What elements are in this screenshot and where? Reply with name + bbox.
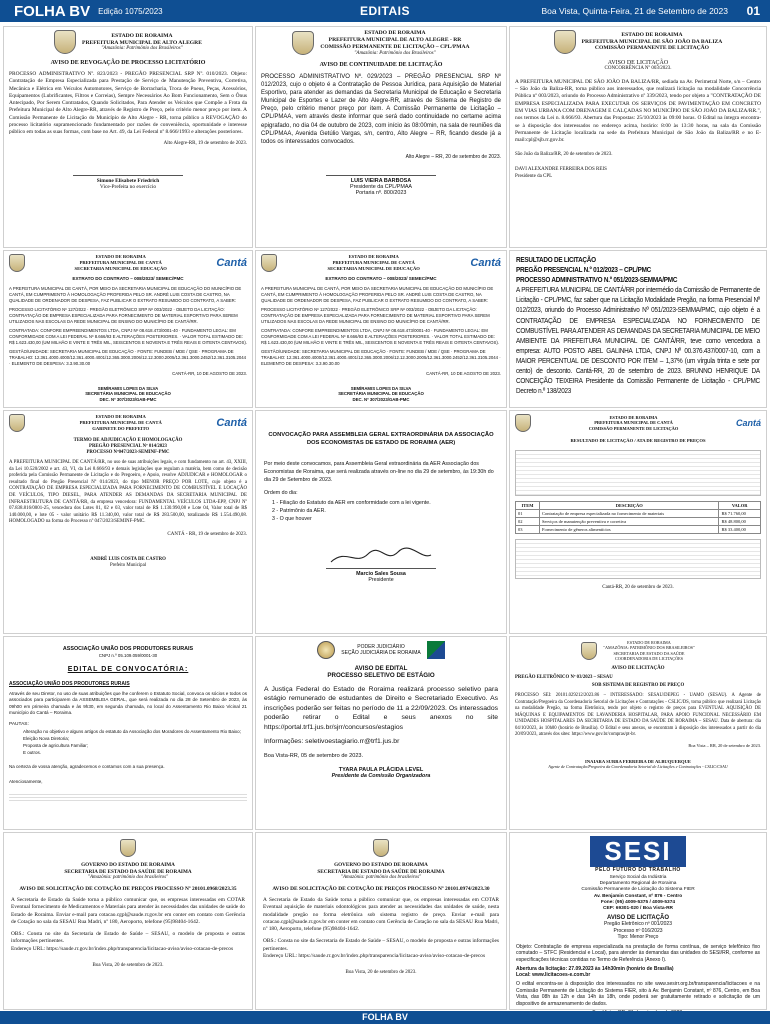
notice-opening: Abertura da licitação: 27.09.2023 às 14h30min (horário de Brasília) — [516, 966, 674, 973]
table-cell: R$ 48.800,00 — [719, 517, 761, 525]
notice-canta-resultado — [509, 250, 767, 408]
notice-body: A PREFEITURA MUNICIPAL DE SÃO JOÃO DA BALIZA/RR, sediada na Av. Perimetral Norte, s/n – Centro – São João da Baliza-RR, torna público aos interessados, que realizará licitação na modalidade Concorrência Pública nº 003/2023, oriundo do Processo Administrativo nº 339/2023, tendo por objeto a "CONTRATAÇÃO DE EMPRESA ESPECIALIZADA PARA EXECUTAR OS SERVIÇOS DE PAVIMENTAÇÃO EM CONCRETO EM VIAS URBANA COM DRENAGEM E CALÇADAS NO MUNICÍPIO DE SÃO JOÃO DA BALIZA/RR.", nos termos da Lei n. 8.666/93. Abertura das Propostas: 25/10/2023 às 09:00 horas. O Edital na íntegra encontra-se à disposição dos interessados no endereço acima, horário: 8:00 às 13:30 horas, na sala da Comissão Permanente de Licitação localizada na sede da Prefeitura Municipal de São João da Baliza/RR e no E-mail:cpl@sjb.rr.gov.br. — [515, 78, 761, 144]
org-line: Fone: (95) 4009-5375 / 4009-5374 — [600, 899, 676, 905]
notice-obs: O edital encontra-se à disposição dos interessados no site www.sesirr.org.br/transparencia/licitacoes e na Comissão Permanente de Licitação do Sistema FIER, sito à Av. Benjamin Constant, nº 876, Centro, em Boa Vista, das 08h às 12h e das 14h às 18h, onde poderá ser gratuitamente retirado e solicitação de um dispositivo de armazenamento de dados. — [516, 981, 760, 1007]
items-table — [515, 501, 761, 534]
sesi-logo-icon: SESI — [590, 836, 685, 867]
signatory-role: Presidente da CPL/PMAA — [349, 183, 413, 190]
signatory-decree: DEC. Nº 307/2023/GAB-PMC — [99, 396, 157, 402]
notice-org-motto: "Amazônia: patrimônio dos brasileiros" — [340, 875, 422, 880]
signatory-role: Presidente — [368, 577, 394, 584]
table-row — [516, 525, 761, 533]
coat-of-arms-icon — [9, 414, 25, 432]
notice-subtitle: PREGÃO ELETRÔNICO Nº 03/2023 – SESAU — [515, 675, 613, 681]
notice-title: EXTRATO DO CONTRATO – 008/2023/ SEMEC/PMC — [325, 276, 437, 281]
notice-title: AVISO DE REVOGAÇÃO DE PROCESSO LICITATÓRIO — [50, 60, 206, 66]
notice-date: Boa Vista, 20 de setembro de 2023. — [92, 963, 164, 969]
notice-org-motto: "Amazônia: patrimônio dos brasileiros" — [87, 875, 169, 880]
scanned-text-block — [515, 450, 761, 496]
notice-date: CANTÁ-RR, 10 DE AGOSTO DE 2023. — [426, 370, 501, 376]
notice-contact: Informações: seletivoestagiario.rr@trf1.jus.br — [264, 737, 400, 745]
notice-date: CANTÁ-RR, 10 DE AGOSTO DE 2023. — [172, 370, 247, 376]
notice-alto-alegre-revogacao — [3, 26, 253, 248]
footer-bar — [0, 1011, 770, 1024]
coat-of-arms-icon — [261, 254, 277, 272]
notice-subtitle: PREGÃO PRESENCIAL N.º 012/2023 – CPL/PMC — [516, 265, 651, 275]
sesi-tagline: PELO FUTURO DO TRABALHO — [595, 867, 681, 873]
signatory-name: TYARA PAULA PLÁCIDA LEVEL — [338, 766, 424, 773]
notice-title: CONVOCAÇÃO PARA ASSEMBLEIA GERAL EXTRAORDINÁRIA DA ASSOCIAÇÃO DOS ECONOMISTAS DE ESTADO DE RORAIMA (AER) — [268, 432, 494, 447]
coat-of-arms-icon — [515, 414, 531, 432]
notice-sesau-cotacao-1 — [3, 832, 253, 1010]
notice-closing: Atenciosamente, — [9, 779, 43, 785]
notice-subtitle: ASSOCIAÇÃO UNIÃO DOS PRODUTORES RURAIS — [9, 680, 130, 687]
notice-date: Boa Vista, 20 de setembro de 2023. — [345, 970, 417, 976]
signature-line — [326, 175, 436, 176]
notice-org-name: PREFEITURA MUNICIPAL DE CANTÁ — [79, 260, 162, 266]
coat-of-arms-icon — [292, 31, 314, 55]
table-header-row — [516, 501, 761, 509]
notice-org-motto: "Amazônia: Patrimônio dos Brasileiros" — [101, 46, 183, 52]
court-logo-icon — [427, 641, 445, 659]
signatory-role: Vice-Prefeita no exercício — [99, 184, 157, 191]
notice-subtitle: PREGÃO PRESENCIAL Nº 014/2023 — [89, 443, 167, 449]
canta-logo-icon: Cantá — [735, 418, 761, 428]
notice-title: AVISO DE CONTINUIDADE DE LICITAÇÃO — [319, 61, 443, 68]
notice-canta-ata — [509, 410, 767, 634]
notice-associacao-produtores — [3, 636, 253, 830]
notice-date: Cantá-RR, 20 de setembro de 2023. — [602, 584, 674, 590]
table-row — [516, 509, 761, 517]
signatory-role: Agente de Contratação/Pregoeira da Coordenadoria Setorial de Licitações e Contratações - CSLIC/CSAU — [548, 764, 728, 770]
notice-subtitle: Pregão Eletrônico nº 001/2023 — [604, 921, 672, 928]
notice-org-name: SECRETARIA DE ESTADO DA SAÚDE DE RORAIMA — [64, 868, 192, 875]
signatory-name: LUIS VIEIRA BARBOSA — [350, 177, 412, 184]
notice-title: AVISO DE LICITAÇÃO — [611, 666, 665, 671]
notice-org-section: SEÇÃO JUDICIÁRIA DE RORAIMA — [341, 650, 421, 656]
notice-org-secretariat: SECRETARIA MUNICIPAL DE EDUCAÇÃO — [74, 265, 167, 271]
coat-of-arms-icon — [554, 30, 576, 54]
signatory-name: DAVI ALEXANDRE FERREIRA DOS REIS — [515, 167, 607, 173]
notice-date: Alto Alegre – RR, 20 de setembro de 2023. — [405, 153, 501, 160]
signatory-ordinance: Portaria nº. 800/2023 — [355, 189, 407, 196]
signatory-role: SECRETÁRIA MUNICIPAL DE EDUCAÇÃO — [338, 391, 424, 397]
signatory-decree: DEC. Nº 307/2023/GAB-PMC — [352, 396, 410, 402]
notice-date: Boa Vista-RR, 05 de setembro de 2023. — [264, 752, 364, 759]
notice-obs: OBS.: Consta no site da Secretaria de Estado de Saúde – SESAU, o modelo de proposta e outras informações pertinentes. — [263, 938, 499, 952]
notice-body: Por meio deste convocamos, para Assembleia Geral extraordinária da AER Associação dos Economistas de Roraima, que será realizada através on-line no dia 29 de setembro, às 19:30h do dia 29 de Setembro de 2023. — [264, 461, 494, 483]
signatory-role: Presidente da CPL — [515, 173, 553, 179]
notice-canta-adjudicacao — [3, 410, 253, 634]
notice-note: Na certeza de vossa atenção, agradecemos e contamos com a sua presença. — [9, 764, 165, 770]
notice-identifiers — [516, 921, 760, 941]
newspaper-brand: FOLHA BV — [14, 2, 91, 20]
org-line: Av. Benjamin Constant, nº 876 - Centro — [593, 893, 683, 899]
table-cell: R$ 33.400,00 — [719, 525, 761, 533]
notice-title: AVISO DE SOLICITAÇÃO DE COTAÇÃO DE PREÇOS PROCESSO Nº 20101.0968/2023.35 — [19, 886, 237, 892]
notice-edital-label: EDITAL DE CONVOCATÓRIA: — [67, 665, 189, 673]
org-line: Departamento Regional de Roraima — [599, 881, 677, 887]
notice-title: AVISO DE SOLICITAÇÃO DE COTAÇÃO DE PREÇOS PROCESSO Nº 20101.0974/2023.30 — [272, 886, 490, 892]
notice-url: Endereço URL: https://saude.rr.gov.br/index.php/transparencia/licitacao-aviso/aviso-cotacao-de-precos — [263, 953, 486, 960]
notice-canta-extrato-2 — [255, 250, 507, 408]
signatory-name: SEMÍRAMIS LOPES DA SILVA — [350, 385, 412, 391]
notice-title: AVISO DE EDITAL — [354, 665, 408, 672]
notice-date: Alto Alegre-RR, 19 de setembro de 2023. — [163, 140, 247, 146]
notice-org-state: ESTADO DE RORAIMA — [111, 32, 173, 39]
notice-org-state: ESTADO DE RORAIMA — [95, 414, 146, 420]
notice-paragraph: CONTRATADA: CONFORE EMPREENDIMENTOS LTDA, CNPJ Nº 08.618.473/0001-40 · FUNDAMENTO LEGAL: EM CONFORMIDADE COM A LEI FEDERAL Nº 8.666/93 E ALTERAÇÕES POSTERIORES. · VALOR TOTAL ESTIMADO DE: R$ 1.623.430,00 (UM MILHÃO E VINTE E TRÊS MIL, SEISCENTOS E NOVENTA E TRÊS REAIS E OITENTA CENTAVOS). — [261, 327, 499, 345]
notice-url: Endereço URL: https://saude.rr.gov.br/index.php/transparencia/licitacao-aviso/aviso-cotacao-de-precos — [11, 945, 234, 952]
notice-paragraph: CONTRATADA: CONFORE EMPREENDIMENTOS LTDA, CNPJ Nº 08.618.473/0001-40 · FUNDAMENTO LEGAL: EM CONFORMIDADE COM A LEI FEDERAL Nº 8.666/93 E ALTERAÇÕES POSTERIORES. · VALOR TOTAL ESTIMADO DE: R$ 1.623.430,00 (UM MILHÃO E VINTE E TRÊS MIL, SEISCENTOS E NOVENTA E TRÊS REAIS E OITENTA CENTAVOS). — [9, 327, 247, 345]
signatory-name: INAIARA SURRA FERREIRA DE ALBUQUERQUE — [585, 758, 691, 764]
notice-subtitle: PROCESSO SELETIVO DE ESTÁGIO — [327, 672, 435, 679]
notice-process: Processo nº 016/2023 — [613, 927, 663, 934]
notice-alto-alegre-continuidade — [255, 26, 507, 248]
notice-paragraph: PROCESSO LICITATÓRIO Nº 127/2022 · PREGÃO ELETRÔNICO SRP Nº 003/2022 · OBJETO DA LICITAÇÃO: CONTRATAÇÃO DE EMPRESA ESPECIALIZADA PARA FORNECIMENTO DE MATERIAL ESPORTIVO PARA SEREM UTILIZADOS NAS ESCOLAS DA REDE MUNICIPAL DE ENSINO DO MUNICÍPIO DE CANTÁ/RR. — [9, 306, 238, 324]
notice-org-state: GOVERNO DO ESTADO DE RORAIMA — [81, 862, 175, 868]
notice-body — [9, 286, 247, 367]
notice-sesi — [509, 832, 767, 1010]
notice-body: PROCESSO ADMINISTRATIVO Nº. 823/2023 - PREGÃO PRESENCIAL SRP Nº. 010/2023. Objeto: Contratação de Empresa Especializada para Prestação de Serviço de Manutenção Preventiva, Corretiva, Mecânica e Elétrica em Veículos Automotores, Serviço de Borracharia, Troca de Pneus, Peças, Acessórios, Equipamentos (Lubrificantes, Filtros e Correias), Sempre Necessários Ao Bom Funcionamento, Sem o Ônus Antecipado, Por Serem Contratados, Quando Solicitados, Para Atender os Veículos que Compõe a Frota da Prefeitura Municipal de Alto Alegre-RR, através de Registro de Preço, pelo critério menor preço por item. A Comissão Permanente de Licitação do Município de Alto Alegre - RR, torna público a REVOGAÇÃO do processo licitatório supramencionado fundamentado por razões de conveniência, oportunidade e interesse público em todas as suas formas, com base no Art. 49, da Lei Federal nº 8.666/1993 e alterações posteriores. — [9, 71, 247, 136]
table-header: ITEM — [516, 501, 540, 509]
table-cell: R$ 71.760,00 — [719, 509, 761, 517]
notice-title: ASSOCIAÇÃO UNIÃO DOS PRODUTORES RURAIS — [62, 646, 194, 652]
agenda-item: Eleição Nova Diretoria; — [23, 736, 70, 742]
notice-sao-joao-baliza — [509, 26, 767, 248]
notice-org-name: SECRETARIA DE ESTADO DA SAÚDE — [613, 650, 685, 656]
notice-body: A Justiça Federal do Estado de Roraima realizará processo seletivo para estágio remunerado de estudantes de Direito e Secretariado Executivo. As inscrições poderão ser feitas no período de 11 a 22/09/2023. Os interessados poderão retirar o Edital e seus anexos no site https://portal.trf1.jus.br/sjrr/concursos/estagios — [264, 686, 498, 731]
notice-paragraph: A PREFEITURA MUNICIPAL DE CANTÁ, POR MEIO DA SECRETARIA MUNICIPAL DE EDUCAÇÃO DO MUNICÍPIO DE CANTÁ, EM CUMPRIMENTO À HOMOLOGAÇÃO PROFERIDA PELO SR. ANDRÉ LUIS COSTA DE CASTRO, NA QUALIDADE DE ORDENADOR DE DESPESA, FAZ PUBLICAR O EXTRATO RESUMIDO DO CONTRATO, A SABER: — [9, 285, 242, 303]
notice-org-state: ESTADO DE RORAIMA — [348, 254, 399, 260]
issue-date: Boa Vista, Quinta-Feira, 21 de Setembro de 2023 — [541, 6, 728, 16]
section-title: EDITAIS — [360, 4, 410, 18]
notice-title: AVISO DE LICITAÇÃO — [607, 60, 669, 66]
agenda-label: Ordem do dia: — [264, 490, 298, 497]
org-line: Serviço Social da Indústria — [609, 875, 667, 880]
notice-org-commission: COMISSÃO PERMANENTE DE LICITAÇÃO — [594, 45, 710, 52]
footer-brand: FOLHA BV — [362, 1012, 408, 1022]
notice-type: Tipo: Menor Preço — [617, 934, 659, 941]
edition-label: Edição 1075/2023 — [98, 6, 163, 16]
notice-org-state: ESTADO DE RORAIMA — [621, 31, 683, 38]
notice-org-commission: COMISSÃO PERMANENTE DE LICITAÇÃO – CPL/PMAA — [320, 43, 470, 50]
notice-body: A Secretaria de Estado da Saúde torna a público comunicar que, os empresas interessadas em COTAR Eventual aquisição de materiais odontológicos para atender as necessidades das unidades de saúde, nesta modalidade pregão no forma eletrônica sob sistema registro de preço. Enviar e-mail para cotacao.cgpl@saude.rr.gov.br em conter em contato com Gerência de Cotação no sala da SESAU Rua Madri, nº 180, Aeroporto, telefone (95)98404-1642. — [263, 897, 499, 933]
justice-seal-icon — [317, 641, 335, 659]
notice-body: Através de seu Diretor, no uso de suas atribuições que lhe conferem o Estatuto Social, convoca os sócios e todos os associados para participarem da ASSEMBLEIA GERAL, que será realizada no dia 28 de Setembro de 2023, às 09h00 em primeira chamada e às 9h30, em segunda chamada, no local do Assentamento Rio Baixo Vicinal 21 município do Cantá – Roraima. — [9, 690, 247, 716]
agenda-label: PAUTAS: — [9, 722, 29, 728]
agenda-item: Alteração no objetivo e alguns artigos do estatuto da Associação dos Moradores do Assentamento Rio Baixo; — [23, 729, 241, 735]
notice-date: Boa Vista – RR, 20 de setembro de 2023. — [688, 742, 761, 748]
signatory-role: Prefeito Municipal — [109, 562, 147, 568]
agenda-item: Proposta de agricultura Familiar; — [23, 742, 89, 748]
agenda-list — [23, 729, 247, 756]
coat-of-arms-icon — [54, 30, 76, 54]
notice-body: A Secretaria de Estado da Saúde torna a público comunicar que, os empresas interessadas em COTAR Eventual fornecimento de Medicamentos e Materiais para atender às necessidades das unidades de saúde do Estado de Roraima. Enviar e-mail para cotacao.cgpl@saude.rr.gov.br em conter em contato com Gerência de Cotação no sala da SESAU Rua Madri, nº 180, Aeroporto, telefone (95)98404-1642. — [11, 897, 245, 925]
notice-title: TERMO DE ADJUDICAÇÃO E HOMOLOGAÇÃO — [73, 438, 183, 443]
notice-body: A PREFEITURA MUNICIPAL DE CANTÁ/RR, no uso de suas atribuições legais, e com fundamento no art. 43, XXIII, da Lei 10.520/2002 e art. 43, VI, da Lei 8.666/93 e demais legislações que regulam a matéria, bem como de decisão proferida pela Comissão Permanente de Licitação e do Pregoeiro, e Apoio, resolve ADJUDICAR e HOMOLOGAR o resultado final do Pregão Presencial Nº 014/2023, do tipo MENOR PREÇO POR LOTE, cujo objeto é a CONTRATAÇÃO DE EMPRESA ESPECIALIZADA PARA FORNECIMENTO DE COMBUSTÍVEL E LOCAÇÃO DE VEÍCULOS, TIPO DIESEL, PARA ATENDER AS DEMANDAS DA SECRETARIA MUNICIPAL DE INFRAESTRUTURA DE CANTÁ/RR, da empresa vencedora: FUNDAMENTAL VEÍCULOS LTDA-EPP, CNPJ Nº 07.838.816/0001-25, vencedora dos Lotes 01, 02 e 03, valor total de R$ 1.130.990,08 e Lote 04, Valor total de R$ 140.000,00, e lote 05 - valor unitário R$ 11.340,00, valor total de R$ 283.500,00, totalizando R$ 1.554.490,08. HOMOLOGADO na forma do Processo nº 047/2023/SEMINF-PMC. — [9, 459, 247, 525]
signature-line — [326, 568, 436, 569]
notice-title: RESULTADO DE LICITAÇÃO — [516, 255, 596, 264]
signatory-name: ANDRÉ LUIS COSTA DE CASTRO — [90, 556, 166, 562]
signatory-role: SECRETÁRIA MUNICIPAL DE EDUCAÇÃO — [85, 391, 171, 397]
table-header: DESCRIÇÃO — [540, 501, 719, 509]
notice-org-department: COORDENADORIA DE LICITAÇÕES — [614, 655, 684, 661]
coat-of-arms-icon — [11, 839, 245, 862]
notice-title: AVISO DE LICITAÇÃO — [606, 915, 670, 922]
notice-org-name: PREFEITURA MUNICIPAL DE CANTÁ — [594, 420, 673, 426]
header-bar — [0, 0, 770, 22]
table-header: VALOR — [719, 501, 761, 509]
agenda-item: 1 - Filiação do Estatuto da AER em conformidade com a lei vigente. — [272, 500, 431, 507]
coat-of-arms-icon — [263, 839, 499, 862]
notice-sesau-cotacao-2 — [255, 832, 507, 1010]
agenda-item: E outros. — [23, 749, 42, 755]
table-cell: Contratação de empresa especializada no fornecimento de materiais — [540, 509, 719, 517]
table-cell: Serviços de manutenção preventiva e corretiva — [540, 517, 719, 525]
agenda-item: 3 - O que houver — [272, 516, 312, 523]
notice-body — [261, 286, 501, 367]
notice-org-name: PREFEITURA MUNICIPAL DE ALTO ALEGRE - RR — [328, 36, 462, 43]
notice-cnpj: CNPJ n.º 05.109.059/0001-30 — [98, 652, 158, 658]
canta-logo-icon: Cantá — [216, 417, 247, 429]
table-cell: Fornecimento de gêneros alimentícios — [540, 525, 719, 533]
table-cell: 01 — [516, 509, 540, 517]
notice-canta-extrato-1 — [3, 250, 253, 408]
table-cell: 02 — [516, 517, 540, 525]
signatory-name: Simone Elisabete Friedrich — [96, 178, 160, 185]
page-number: 01 — [746, 4, 760, 18]
notice-paragraph: GESTÃO/UNIDADE: SECRETARIA MUNICIPAL DE EDUCAÇÃO · FONTE: FUNDEB / MDE / QSE · PROGRAMA DE TRABALHO: 12.361.4000.4000/12.361.4000.4001/12.365.3000.2006/12.12.3000.2005/12.361.3000.2452/12.361.3105.2044 · ELEMENTO DE DESPESA: 3.3.90.30.00 — [9, 348, 247, 366]
notice-date: São João da Baliza/RR, 20 de setembro de 2023. — [515, 152, 613, 158]
notice-title: EXTRATO DO CONTRATO – 008/2023/ SEMEC/PMC — [72, 276, 184, 281]
notice-paragraph: PROCESSO LICITATÓRIO Nº 127/2022 · PREGÃO ELETRÔNICO SRP Nº 003/2022 · OBJETO DA LICITAÇÃO: CONTRATAÇÃO DE EMPRESA ESPECIALIZADA PARA FORNECIMENTO DE MATERIAL ESPORTIVO PARA SEREM UTILIZADOS NAS ESCOLAS DA REDE MUNICIPAL DE ENSINO DO MUNICÍPIO DE CANTÁ/RR. — [261, 306, 490, 324]
notice-org-secretariat: SECRETARIA MUNICIPAL DE EDUCAÇÃO — [327, 265, 420, 271]
notice-justica-federal — [255, 636, 507, 830]
sesi-org-block — [516, 875, 760, 912]
notice-org-name: PODER JUDICIÁRIO — [357, 644, 405, 650]
notice-org-motto: "Amazônia: Patrimônio dos Brasileiros" — [354, 50, 436, 56]
notice-body-condensed — [516, 255, 760, 396]
scanned-footer-block — [9, 792, 247, 802]
notice-paragraph: GESTÃO/UNIDADE: SECRETARIA MUNICIPAL DE EDUCAÇÃO · FONTE: FUNDEB / MDE / QSE · PROGRAMA DE TRABALHO: 12.361.4000.4000/12.361.4000.4001/12.365.3000.2006/12.12.3000.2005/12.361.3000.2452/12.361.3105.2044 · ELEMENTO DE DESPESA: 3.3.90.30.00 — [261, 348, 501, 366]
canta-logo-icon: Cantá — [470, 257, 501, 269]
notice-location: Local: www.licitacoes-e.com.br — [516, 972, 591, 979]
notice-org-name: PREFEITURA MUNICIPAL DE SÃO JOÃO DA BALIZA — [581, 38, 723, 45]
notice-body: Objeto: Contratação de empresa especializada na prestação de forma contínua, de serviço telefônico fixo comutado – STFC (Residencial e Local), para atender às demandas das unidades do SESI/RR, conforme as especificações técnicas contidas no Termo de Referência (Anexo I). — [516, 943, 760, 963]
notice-org-name: PREFEITURA MUNICIPAL DE ALTO ALEGRE — [82, 39, 202, 46]
notice-date: CANTÁ - RR, 19 de setembro de 2023. — [167, 532, 247, 538]
notice-sesau-pregao — [509, 636, 767, 830]
org-line: Comissão Permanente de Licitação do Sistema FIER — [581, 887, 695, 893]
notice-org-name: PREFEITURA MUNICIPAL DE CANTÁ — [79, 420, 162, 426]
canta-logo-icon: Cantá — [216, 257, 247, 269]
notice-aer-convocacao — [255, 410, 507, 634]
notice-title: RESULTADO DE LICITAÇÃO / ATA DE REGISTRO DE PREÇOS — [570, 438, 706, 443]
notice-subtitle: CONCORRÊNCIA Nº 003/2023. — [604, 66, 672, 71]
table-cell: 03 — [516, 525, 540, 533]
notice-body: PROCESSO SEI: 20101.029212/2023.86 – INTERESSADO: SESAU/DEPEG - UAMO (SESAU). A Agente de Contratação/Pregoeira da Coordenadoria Setorial de Licitações e Contratações - CSLIC/DS, torna público que realizará Licitação na modalidade Pregão, na forma Eletrônica, tendo por objeto o registro de preços para EVENTUAL AQUISIÇÃO DE MÁQUINAS E EQUIPAMENTOS DE LAVANDERIA HOSPITALAR, PARA APOIO FUNCIONAL NECESSÁRIO EM UNIDADES HOSPITALARES DA SECRETARIA DE ESTADO DA SAÚDE DE RORAIMA – SESAU. Data de abertura: dia 04/10/2023, às 10h00 (horário de Brasília). O Edital e seus anexos, se encontram à disposição dos interessados a partir do dia 20/09/2023, através dos sites: https://www.gov.br/compras/pt-br. — [515, 693, 761, 738]
notice-org-state: ESTADO DE RORAIMA — [609, 414, 658, 420]
notice-org-cabinet: GABINETE DO PREFEITO — [92, 425, 150, 431]
notice-modality: SOB SISTEMA DE REGISTRO DE PREÇO — [591, 683, 685, 689]
notice-process: PROCESSO Nº047/2023-SEMINF-PMC — [86, 449, 170, 455]
notice-org-name: PREFEITURA MUNICIPAL DE CANTÁ — [332, 260, 415, 266]
org-line: CEP: 69301-020 / Boa Vista-RR — [602, 906, 674, 912]
signatory-name: SEMÍRAMIS LOPES DA SILVA — [97, 385, 159, 391]
coat-of-arms-icon — [9, 254, 25, 272]
notice-org-state: ESTADO DE RORAIMA — [364, 30, 426, 36]
notice-paragraph: A PREFEITURA MUNICIPAL DE CANTÁ, POR MEIO DA SECRETARIA MUNICIPAL DE EDUCAÇÃO DO MUNICÍPIO DE CANTÁ, EM CUMPRIMENTO À HOMOLOGAÇÃO PROFERIDA PELO SR. ANDRÉ LUIS COSTA DE CASTRO, NA QUALIDADE DE ORDENADOR DE DESPESA, FAZ PUBLICAR O EXTRATO RESUMIDO DO CONTRATO, A SABER: — [261, 285, 494, 303]
notice-org-name: SECRETARIA DE ESTADO DA SAÚDE DE RORAIMA — [317, 868, 445, 875]
agenda-item: 2 - Patrimônio da AER. — [272, 508, 326, 515]
notice-org-state: GOVERNO DO ESTADO DE RORAIMA — [334, 862, 428, 868]
signature-icon — [326, 546, 436, 568]
notice-org-state: ESTADO DE RORAIMA — [95, 254, 146, 260]
agenda-list — [272, 500, 498, 524]
notice-process: PROCESSO ADMINISTRATIVO N.º 051/2023-SEMMA/PMC — [516, 275, 678, 285]
scanned-text-block — [515, 539, 761, 579]
notice-body: A PREFEITURA MUNICIPAL DE CANTÁ/RR por intermédio da Comissão de Permanente de Licitação - CPL/PMC, faz saber que na Licitação Modalidade Pregão, na forma Presencial Nº 012/2023, oriundo do Processo Administrativo Nº 051/2023-SEMMA/PMC, cujo objeto é a CONTRATAÇÃO DE EMPRESA ESPECIALIZADA NO FORNECIMENTO DE COMBUSTÍVEL PARA ATENDER AS DEMANDAS DA SECRETARIA MUNICIPAL DE MEIO AMBIENTE DA PREFEITURA MUNICIPAL DE CANTÁ/RR, teve como vencedora a empresa: AUTO POSTO ABEL GALINHA LTDA, CNPJ Nº 00.376.437/0007-10, com a MAIOR PERCENTUAL DE DESCONTO POR ITEM – 1,37% (um vírgula trinta e sete por cento) de desconto. Cantá-RR, 20 de setembro de 2023. BRUNNO HENRIQUE DA CONCEIÇÃO TEIXEIRA Presidente da Comissão Permanente de Licitação - CPL/PMC Decreto n.º 138/2023 — [516, 285, 760, 396]
notice-org-commission: COMISSÃO PERMANENTE DE LICITAÇÃO — [588, 425, 679, 431]
table-row — [516, 517, 761, 525]
coat-of-arms-icon — [581, 642, 597, 660]
signatory-role: Presidente da Comissão Organizadora — [331, 772, 431, 779]
notice-obs: OBS.: Consta no site da Secretaria de Estado de Saúde – SESAU, o modelo de proposta e outras informações pertinentes. — [11, 931, 245, 945]
signatory-name: Marcio Sales Sousa — [356, 571, 406, 578]
notice-org-motto: "AMAZÔNIA: PATRIMÔNIO DOS BRASILEIROS" — [603, 645, 695, 651]
notice-body: PROCESSO ADMINISTRATIVO Nº. 029/2023 – PREGÃO PRESENCIAL SRP Nº 012/2023, cujo o objeto é a Contratação de Pessoa Jurídica, para Aquisição de Material Esportivo, para atender as demandas da Secretaria Municipal de Educação e Secretaria Municipal de Esportes e Lazer de Alto Alegre-RR, através de Sistema de Registro de Preço, pelo critério menor preço por item. A Comissão Permanente de Licitação – CPL/PMAA, vem através deste informar que será dado continuidade no certame acima epigrafado, no dia 04 de outubro de 2023, com início às 08:00min, na sala de reuniões da CPL/PMAA, Avenida Getúlio Vargas, s/n, centro, Alto Alegre – RR, ficando desde já a todos os interessados convocados. — [261, 73, 501, 145]
notice-org-state: ESTADO DE RORAIMA — [627, 640, 671, 645]
signature-line — [73, 175, 183, 176]
